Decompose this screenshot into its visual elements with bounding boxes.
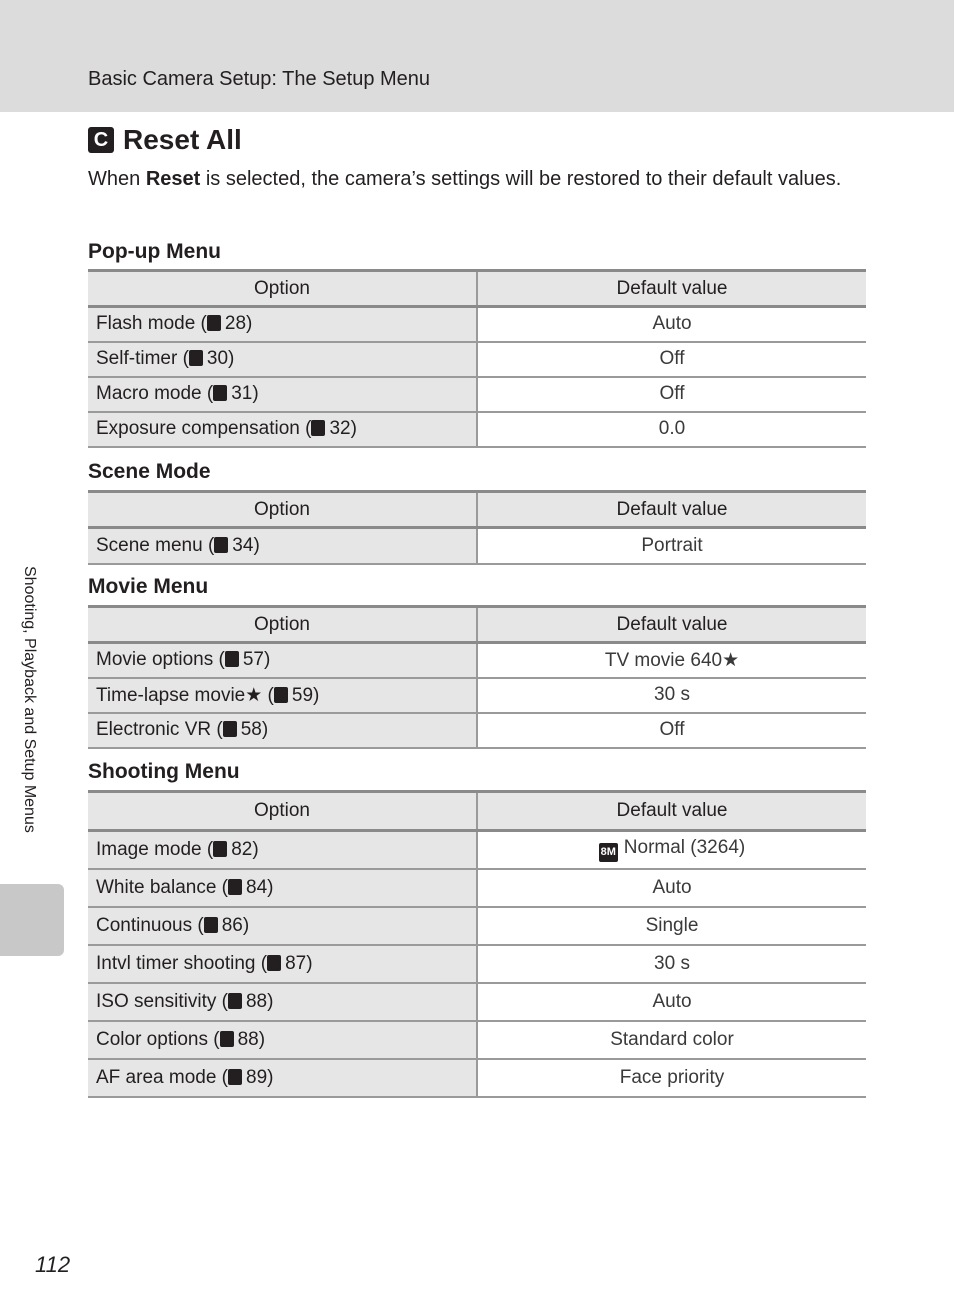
reference-icon (213, 841, 227, 857)
table-popup (88, 269, 866, 448)
option-cell: ISO sensitivity ( 88) (88, 983, 477, 1021)
option-label: ISO sensitivity ( (96, 990, 228, 1012)
option-label: Continuous ( (96, 914, 204, 936)
default-value: Face priority (477, 1059, 866, 1097)
reference-icon (207, 315, 221, 331)
default-value-cell (477, 831, 866, 869)
column-header-option: Option (88, 492, 477, 528)
table-row (88, 1021, 866, 1059)
default-value: Off (477, 377, 866, 412)
page-ref: 84 (246, 876, 268, 898)
column-header-default: Default value (477, 607, 866, 643)
reference-icon (228, 993, 242, 1009)
page-ref: 31 (231, 383, 253, 404)
page-ref: 30 (206, 348, 229, 369)
option-cell: Continuous ( 86) (88, 907, 477, 945)
option-cell: Image mode ( 82) (88, 831, 477, 869)
table-row (88, 869, 866, 907)
table-row (88, 983, 866, 1021)
page-ref: 28 (224, 313, 247, 335)
column-header-option: Option (88, 607, 477, 643)
option-label: Flash mode ( (96, 313, 207, 335)
reference-icon (220, 1031, 234, 1047)
reference-icon (223, 721, 237, 737)
section-title-shooting: Shooting Menu (88, 760, 240, 783)
default-value: Normal (3264) (623, 837, 746, 859)
reference-icon (213, 385, 227, 401)
option-label: Time-lapse movie★ ( (96, 684, 274, 706)
option-cell: Movie options ( 57) (88, 643, 477, 678)
default-value: Single (477, 907, 866, 945)
option-label: Image mode ( (96, 838, 214, 860)
option-label: Self-timer ( (96, 348, 189, 369)
reference-icon (189, 350, 203, 366)
page-ref: 88 (245, 990, 268, 1012)
sidebar-label: Shooting, Playback and Setup Menus (21, 566, 38, 833)
option-cell: Exposure compensation ( 32) (88, 412, 477, 447)
page-ref: 89 (246, 1066, 268, 1088)
table-movie (88, 605, 866, 749)
reference-icon (225, 651, 239, 667)
page-ref: 82 (231, 838, 253, 860)
option-label: Scene menu ( (96, 534, 215, 556)
image-size-badge: 8M (599, 843, 618, 862)
option-cell: Scene menu ( 34) (88, 528, 477, 564)
reference-icon (214, 537, 228, 553)
default-value: 30 s (477, 945, 866, 983)
option-cell: Flash mode ( 28) (88, 307, 477, 342)
sidebar-tab (0, 884, 64, 956)
option-cell: Electronic VR ( 58) (88, 713, 477, 748)
option-cell: Macro mode ( 31) (88, 377, 477, 412)
reference-icon (204, 917, 218, 933)
table-row (88, 1059, 866, 1097)
table-row (88, 678, 866, 713)
column-header-option: Option (88, 792, 477, 831)
page-ref: 34 (232, 534, 254, 556)
default-value: Off (477, 342, 866, 377)
column-header-default: Default value (477, 792, 866, 831)
default-value: Auto (477, 869, 866, 907)
section-title-scene: Scene Mode (88, 460, 211, 483)
reference-icon (228, 879, 242, 895)
option-label: Intvl timer shooting ( (96, 952, 268, 974)
default-value: Auto (477, 983, 866, 1021)
table-shooting (88, 790, 866, 1098)
option-cell: Time-lapse movie★ ( 59) (88, 678, 477, 713)
table-row (88, 713, 866, 748)
reference-icon (228, 1069, 242, 1085)
table-row (88, 528, 866, 564)
page-number: 112 (35, 1252, 71, 1277)
default-value: Portrait (477, 528, 866, 564)
default-value: 30 s (477, 678, 866, 713)
column-header-default: Default value (477, 271, 866, 307)
page-ref: 87 (285, 952, 307, 974)
table-row (88, 907, 866, 945)
table-row (88, 945, 866, 983)
option-cell: Intvl timer shooting ( 87) (88, 945, 477, 983)
table-row (88, 831, 866, 869)
table-row (88, 377, 866, 412)
option-label: Color options ( (96, 1028, 220, 1050)
page-ref: 32 (329, 418, 351, 439)
option-cell: Color options ( 88) (88, 1021, 477, 1059)
page-title (88, 124, 242, 156)
option-cell: Self-timer ( 30) (88, 342, 477, 377)
setup-menu-icon: C (88, 127, 114, 153)
default-value: Standard color (477, 1021, 866, 1059)
default-value: Auto (477, 307, 866, 342)
page-ref: 58 (240, 719, 262, 740)
page-ref: 86 (221, 914, 243, 936)
table-row (88, 307, 866, 342)
default-value: 0.0 (477, 412, 866, 447)
table-row (88, 643, 866, 678)
intro-bold: Reset (145, 168, 201, 190)
option-label: Movie options ( (96, 649, 225, 671)
page-ref: 57 (242, 649, 264, 671)
page-ref: 59 (291, 684, 314, 706)
option-label: Electronic VR ( (96, 719, 223, 740)
section-title-movie: Movie Menu (88, 575, 209, 598)
header-title: Basic Camera Setup: The Setup Menu (88, 68, 431, 90)
column-header-option: Option (88, 271, 477, 307)
intro-before: When (88, 168, 146, 190)
reference-icon (274, 687, 288, 703)
option-label: Macro mode ( (96, 383, 214, 404)
default-value: Off (477, 713, 866, 748)
reference-icon (267, 955, 281, 971)
header-band (0, 0, 954, 112)
column-header-default: Default value (477, 492, 866, 528)
option-label: Exposure compensation ( (96, 418, 312, 439)
table-row (88, 412, 866, 447)
table-row (88, 342, 866, 377)
option-cell: White balance ( 84) (88, 869, 477, 907)
table-scene (88, 490, 866, 565)
option-label: White balance ( (96, 876, 229, 898)
option-label: AF area mode ( (96, 1066, 228, 1088)
page-title-text: Reset All (123, 124, 242, 155)
intro-after: is selected, the camera’s settings will be restored to their default values. (200, 168, 842, 190)
reference-icon (311, 420, 325, 436)
page-ref: 88 (237, 1028, 259, 1050)
default-value: TV movie 640★ (477, 643, 866, 678)
section-title-popup: Pop-up Menu (88, 240, 221, 263)
intro-paragraph (88, 165, 858, 194)
option-cell: AF area mode ( 89) (88, 1059, 477, 1097)
